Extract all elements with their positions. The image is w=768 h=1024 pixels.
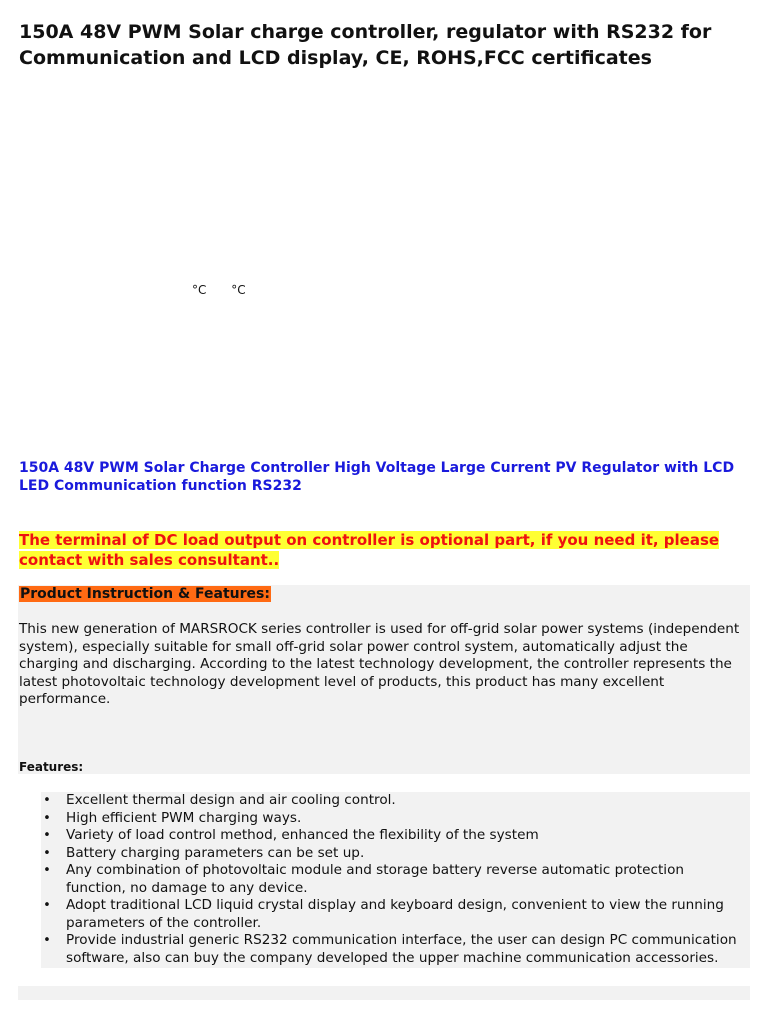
feature-text: Excellent thermal design and air cooling control. [66,792,396,808]
list-item [41,845,747,863]
temperature-units [192,281,246,299]
section-heading-text: Product Instruction & Features: [20,586,270,602]
list-item [41,862,747,897]
features-label: Features: [19,760,84,774]
temperature-unit-celsius: °C [192,283,207,297]
intro-paragraph: This new generation of MARSROCK series controller is used for off-grid solar power systems (independent system), especially suitable for small off-grid solar power control system, automatically adjust the charging and discharging. According to the latest technology development, the controller represents the latest photovoltaic technology development level of products, this product has many excellent performance. [19,621,740,707]
list-item [41,897,747,932]
feature-text: Battery charging parameters can be set up. [66,844,365,861]
product-subtitle: 150A 48V PWM Solar Charge Controller High Voltage Large Current PV Regulator with LCD LED Communication function RS232 [19,460,735,494]
bullet-icon: • [43,828,51,843]
document-title: 150A 48V PWM Solar charge controller, regulator with RS232 for Communication and LCD display, CE, ROHS,FCC certificates [19,21,712,69]
features-list [41,792,747,967]
bullet-icon: • [43,898,51,913]
list-item [41,827,747,845]
bullet-icon: • [43,810,51,826]
bottom-panel [18,986,750,1000]
section-heading [19,585,271,604]
list-item [41,810,747,828]
notice-text: The terminal of DC load output on controller is optional part, if you need it, please contact with sales consultant.. [19,531,720,569]
feature-text: Adopt traditional LCD liquid crystal display and keyboard design, convenient to view the running parameters of the controller. [66,897,724,931]
temperature-unit-celsius: °C [231,283,246,297]
bullet-icon: • [43,933,51,948]
list-item [41,932,747,967]
bullet-icon: • [43,793,51,808]
feature-text: Provide industrial generic RS232 communication interface, the user can design PC communication software, also can buy the company developed the upper machine communication accessories. [66,932,737,966]
feature-text: Variety of load control method, enhanced the flexibility of the system [66,827,539,843]
list-item [41,792,747,810]
bullet-icon: • [43,863,51,878]
bullet-icon: • [43,845,51,861]
optional-terminal-notice [19,530,744,570]
feature-text: Any combination of photovoltaic module and storage battery reverse automatic protection function, no damage to any device. [66,862,685,896]
feature-text: High efficient PWM charging ways. [66,809,302,826]
